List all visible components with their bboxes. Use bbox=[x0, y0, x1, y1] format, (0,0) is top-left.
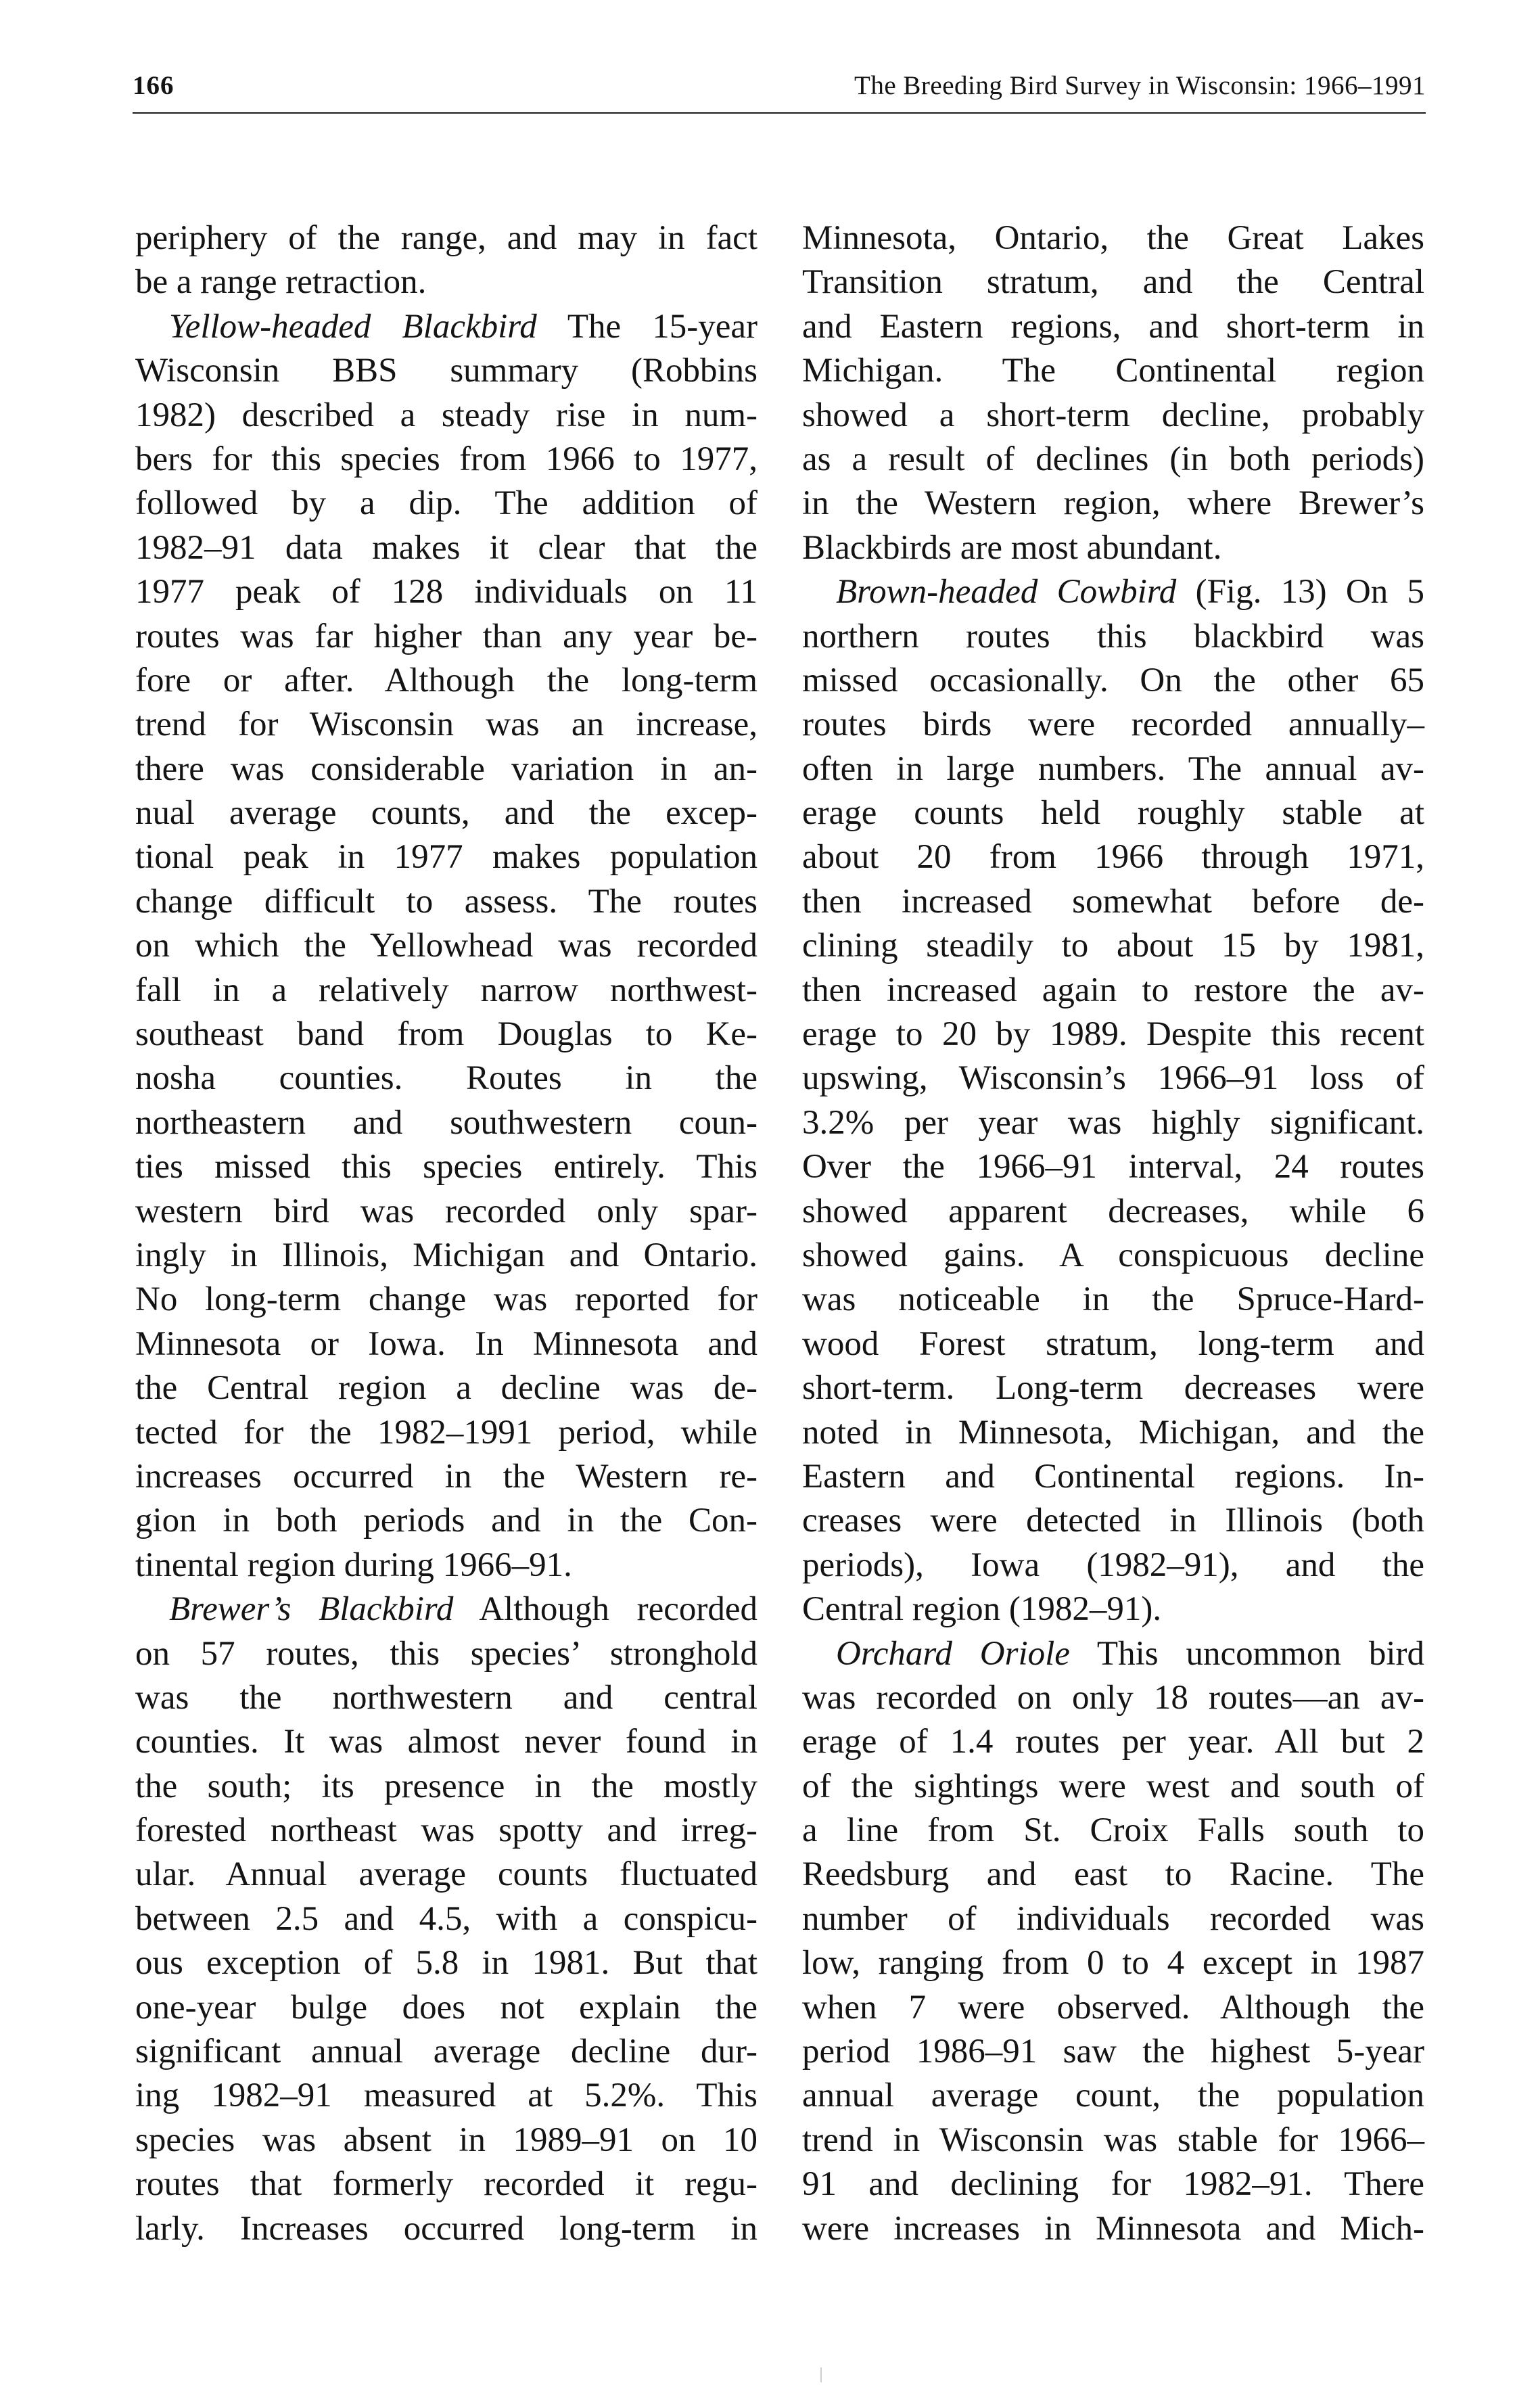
text-line bbox=[135, 1234, 758, 1278]
text-line bbox=[802, 1588, 1424, 1631]
text-line bbox=[802, 1720, 1424, 1764]
line-text: The 15-year bbox=[536, 307, 758, 346]
line-text: (Fig. 13) On 5 bbox=[1176, 573, 1424, 611]
line-text: species was absent in 1989–91 on 10 bbox=[135, 2121, 758, 2159]
line-text: number of individuals recorded was bbox=[802, 1899, 1424, 1938]
text-line bbox=[802, 216, 1424, 260]
text-line bbox=[135, 305, 758, 349]
line-text: routes that formerly recorded it regu- bbox=[135, 2165, 758, 2204]
text-line bbox=[802, 1278, 1424, 1322]
line-text: showed gains. A conspicuous decline bbox=[802, 1236, 1424, 1274]
text-line bbox=[135, 1411, 758, 1455]
line-text: period 1986–91 saw the highest 5-year bbox=[802, 2033, 1424, 2071]
line-text: showed apparent decreases, while 6 bbox=[802, 1192, 1424, 1230]
text-line bbox=[802, 1455, 1424, 1499]
text-line bbox=[802, 969, 1424, 1013]
text-line bbox=[802, 2207, 1424, 2251]
text-line bbox=[802, 438, 1424, 482]
text-line bbox=[135, 747, 758, 791]
line-text: short-term. Long-term decreases were bbox=[802, 1369, 1424, 1408]
text-line bbox=[802, 1809, 1424, 1853]
line-text: counties. It was almost never found in bbox=[135, 1723, 758, 1761]
line-text: one-year bulge does not explain the bbox=[135, 1988, 758, 2027]
text-line bbox=[135, 260, 758, 304]
text-line bbox=[135, 703, 758, 747]
text-line bbox=[135, 1322, 758, 1366]
text-line bbox=[135, 1853, 758, 1897]
line-text: ous exception of 5.8 in 1981. But that bbox=[135, 1944, 758, 1983]
text-line bbox=[135, 1499, 758, 1543]
text-line bbox=[802, 1676, 1424, 1720]
line-text: often in large numbers. The annual av- bbox=[802, 749, 1424, 788]
running-title: The Breeding Bird Survey in Wisconsin: 1966–1991 bbox=[854, 71, 1426, 100]
text-line bbox=[135, 1897, 758, 1941]
text-line bbox=[802, 835, 1424, 879]
line-text: Eastern and Continental regions. In- bbox=[802, 1457, 1424, 1496]
line-text: low, ranging from 0 to 4 except in 1987 bbox=[802, 1944, 1424, 1983]
line-text: the south; its presence in the mostly bbox=[135, 1767, 758, 1805]
text-line bbox=[135, 1632, 758, 1676]
text-line bbox=[802, 1411, 1424, 1455]
text-line bbox=[802, 703, 1424, 747]
line-text: be a range retraction. bbox=[135, 263, 427, 302]
line-text: larly. Increases occurred long-term in bbox=[135, 2209, 758, 2248]
line-text: increases occurred in the Western re- bbox=[135, 1457, 758, 1496]
line-text: Blackbirds are most abundant. bbox=[802, 528, 1222, 567]
text-line bbox=[802, 1145, 1424, 1189]
line-text: a line from St. Croix Falls south to bbox=[802, 1811, 1424, 1850]
line-text: 91 and declining for 1982–91. There bbox=[802, 2165, 1424, 2204]
species-name: Brown-headed Cowbird bbox=[836, 573, 1177, 611]
text-line bbox=[802, 1986, 1424, 2030]
text-line bbox=[135, 1278, 758, 1322]
text-line bbox=[135, 1765, 758, 1809]
text-line bbox=[802, 1234, 1424, 1278]
line-text: upswing, Wisconsin’s 1966–91 loss of bbox=[802, 1059, 1424, 1098]
text-line bbox=[802, 659, 1424, 703]
line-text: nual average counts, and the excep- bbox=[135, 794, 758, 833]
line-text: Michigan. The Continental region bbox=[802, 352, 1424, 390]
text-line bbox=[135, 1190, 758, 1234]
text-line bbox=[802, 482, 1424, 526]
text-line bbox=[802, 1101, 1424, 1145]
line-text: tional peak in 1977 makes population bbox=[135, 838, 758, 877]
text-line bbox=[802, 1853, 1424, 1897]
text-line bbox=[802, 1013, 1424, 1057]
right-text-column bbox=[802, 216, 1424, 2251]
line-text: significant annual average decline dur- bbox=[135, 2033, 758, 2071]
text-line bbox=[135, 1986, 758, 2030]
text-line bbox=[135, 2162, 758, 2206]
line-text: ties missed this species entirely. This bbox=[135, 1148, 758, 1186]
line-text: 1977 peak of 128 individuals on 11 bbox=[135, 573, 758, 611]
page-number: 166 bbox=[133, 71, 174, 100]
line-text: there was considerable variation in an- bbox=[135, 749, 758, 788]
text-line bbox=[802, 880, 1424, 924]
text-line bbox=[135, 1544, 758, 1588]
text-line bbox=[802, 1544, 1424, 1588]
text-line bbox=[135, 482, 758, 526]
line-text: Minnesota, Ontario, the Great Lakes bbox=[802, 219, 1424, 257]
line-text: erage to 20 by 1989. Despite this recent bbox=[802, 1015, 1424, 1054]
line-text: creases were detected in Illinois (both bbox=[802, 1502, 1424, 1540]
text-line bbox=[135, 615, 758, 659]
line-text: southeast band from Douglas to Ke- bbox=[135, 1015, 758, 1054]
line-text: ular. Annual average counts fluctuated bbox=[135, 1855, 758, 1894]
text-line bbox=[802, 2030, 1424, 2074]
species-name: Yellow-headed Blackbird bbox=[169, 307, 537, 346]
line-text: nosha counties. Routes in the bbox=[135, 1059, 758, 1098]
line-text: followed by a dip. The addition of bbox=[135, 484, 758, 523]
line-text: western bird was recorded only spar- bbox=[135, 1192, 758, 1230]
text-line bbox=[802, 924, 1424, 968]
text-line bbox=[135, 2074, 758, 2118]
line-text: No long-term change was reported for bbox=[135, 1280, 758, 1319]
text-line bbox=[802, 570, 1424, 614]
line-text: erage counts held roughly stable at bbox=[802, 794, 1424, 833]
text-line bbox=[135, 1720, 758, 1764]
line-text: gion in both periods and in the Con- bbox=[135, 1502, 758, 1540]
text-line bbox=[802, 2074, 1424, 2118]
line-text: on 57 routes, this species’ stronghold bbox=[135, 1634, 758, 1673]
line-text: about 20 from 1966 through 1971, bbox=[802, 838, 1424, 877]
text-line bbox=[802, 747, 1424, 791]
text-line bbox=[802, 2162, 1424, 2206]
line-text: forested northeast was spotty and irreg- bbox=[135, 1811, 758, 1850]
line-text: ing 1982–91 measured at 5.2%. This bbox=[135, 2077, 758, 2115]
line-text: ingly in Illinois, Michigan and Ontario. bbox=[135, 1236, 758, 1274]
line-text: bers for this species from 1966 to 1977, bbox=[135, 440, 758, 478]
text-line bbox=[135, 1588, 758, 1631]
text-line bbox=[135, 349, 758, 393]
line-text: of the sightings were west and south of bbox=[802, 1767, 1424, 1805]
text-line bbox=[802, 2118, 1424, 2162]
text-line bbox=[135, 1101, 758, 1145]
text-line bbox=[135, 1366, 758, 1410]
line-text: trend in Wisconsin was stable for 1966– bbox=[802, 2121, 1424, 2159]
text-line bbox=[802, 1190, 1424, 1234]
text-line bbox=[802, 349, 1424, 393]
line-text: tinental region during 1966–91. bbox=[135, 1546, 572, 1584]
line-text: Minnesota or Iowa. In Minnesota and bbox=[135, 1324, 758, 1363]
line-text: Over the 1966–91 interval, 24 routes bbox=[802, 1148, 1424, 1186]
line-text: was recorded on only 18 routes—an av- bbox=[802, 1678, 1424, 1717]
line-text: change difficult to assess. The routes bbox=[135, 882, 758, 921]
text-line bbox=[802, 260, 1424, 304]
text-line bbox=[802, 791, 1424, 835]
line-text: Although recorded bbox=[453, 1590, 758, 1629]
line-text: and Eastern regions, and short-term in bbox=[802, 307, 1424, 346]
line-text: fore or after. Although the long-term bbox=[135, 661, 758, 699]
line-text: were increases in Minnesota and Mich- bbox=[802, 2209, 1424, 2248]
species-name: Orchard Oriole bbox=[836, 1634, 1070, 1673]
text-line bbox=[135, 880, 758, 924]
line-text: routes was far higher than any year be- bbox=[135, 617, 758, 655]
text-line bbox=[802, 1499, 1424, 1543]
text-line bbox=[135, 438, 758, 482]
line-text: Reedsburg and east to Racine. The bbox=[802, 1855, 1424, 1894]
line-text: then increased again to restore the av- bbox=[802, 971, 1424, 1009]
running-header bbox=[133, 70, 1426, 114]
line-text: Wisconsin BBS summary (Robbins bbox=[135, 352, 758, 390]
text-line bbox=[135, 394, 758, 438]
line-text: missed occasionally. On the other 65 bbox=[802, 661, 1424, 699]
text-line bbox=[802, 1366, 1424, 1410]
text-line bbox=[802, 394, 1424, 438]
text-line bbox=[135, 2030, 758, 2074]
text-line bbox=[802, 1941, 1424, 1985]
line-text: noted in Minnesota, Michigan, and the bbox=[802, 1413, 1424, 1452]
text-line bbox=[802, 1632, 1424, 1676]
line-text: northeastern and southwestern coun- bbox=[135, 1103, 758, 1142]
line-text: in the Western region, where Brewer’s bbox=[802, 484, 1424, 523]
line-text: 3.2% per year was highly significant. bbox=[802, 1103, 1424, 1142]
text-line bbox=[135, 791, 758, 835]
text-line bbox=[135, 1676, 758, 1720]
left-text-column bbox=[135, 216, 758, 2251]
line-text: between 2.5 and 4.5, with a conspicu- bbox=[135, 1899, 758, 1938]
text-line bbox=[135, 526, 758, 570]
line-text: clining steadily to about 15 by 1981, bbox=[802, 927, 1424, 965]
text-line bbox=[802, 305, 1424, 349]
line-text: periphery of the range, and may in fact bbox=[135, 219, 758, 257]
line-text: Transition stratum, and the Central bbox=[802, 263, 1424, 302]
text-line bbox=[135, 1145, 758, 1189]
text-line bbox=[802, 1322, 1424, 1366]
species-name: Brewer’s Blackbird bbox=[169, 1590, 454, 1629]
text-line bbox=[135, 1455, 758, 1499]
bottom-mark bbox=[820, 2367, 822, 2382]
line-text: the Central region a decline was de- bbox=[135, 1369, 758, 1408]
line-text: Central region (1982–91). bbox=[802, 1590, 1162, 1629]
text-line bbox=[135, 1013, 758, 1057]
text-line bbox=[135, 659, 758, 703]
line-text: This uncommon bird bbox=[1069, 1634, 1424, 1673]
text-line bbox=[135, 835, 758, 879]
text-line bbox=[135, 2207, 758, 2251]
text-line bbox=[802, 526, 1424, 570]
line-text: tected for the 1982–1991 period, while bbox=[135, 1413, 758, 1452]
line-text: wood Forest stratum, long-term and bbox=[802, 1324, 1424, 1363]
line-text: as a result of declines (in both periods) bbox=[802, 440, 1424, 478]
text-line bbox=[802, 1765, 1424, 1809]
text-line bbox=[135, 1809, 758, 1853]
text-line bbox=[135, 2118, 758, 2162]
line-text: trend for Wisconsin was an increase, bbox=[135, 705, 758, 744]
text-line bbox=[802, 1897, 1424, 1941]
line-text: then increased somewhat before de- bbox=[802, 882, 1424, 921]
line-text: erage of 1.4 routes per year. All but 2 bbox=[802, 1723, 1424, 1761]
line-text: showed a short-term decline, probably bbox=[802, 396, 1424, 434]
line-text: 1982–91 data makes it clear that the bbox=[135, 528, 758, 567]
line-text: on which the Yellowhead was recorded bbox=[135, 927, 758, 965]
line-text: was the northwestern and central bbox=[135, 1678, 758, 1717]
line-text: northern routes this blackbird was bbox=[802, 617, 1424, 655]
text-line bbox=[135, 570, 758, 614]
text-line bbox=[135, 216, 758, 260]
text-line bbox=[135, 1057, 758, 1101]
text-line bbox=[802, 1057, 1424, 1101]
line-text: periods), Iowa (1982–91), and the bbox=[802, 1546, 1424, 1584]
text-line bbox=[135, 1941, 758, 1985]
line-text: when 7 were observed. Although the bbox=[802, 1988, 1424, 2027]
text-line bbox=[802, 615, 1424, 659]
text-line bbox=[135, 924, 758, 968]
line-text: 1982) described a steady rise in num- bbox=[135, 396, 758, 434]
line-text: routes birds were recorded annually– bbox=[802, 705, 1424, 744]
line-text: annual average count, the population bbox=[802, 2077, 1424, 2115]
line-text: fall in a relatively narrow northwest- bbox=[135, 971, 758, 1009]
text-line bbox=[135, 969, 758, 1013]
line-text: was noticeable in the Spruce-Hard- bbox=[802, 1280, 1424, 1319]
